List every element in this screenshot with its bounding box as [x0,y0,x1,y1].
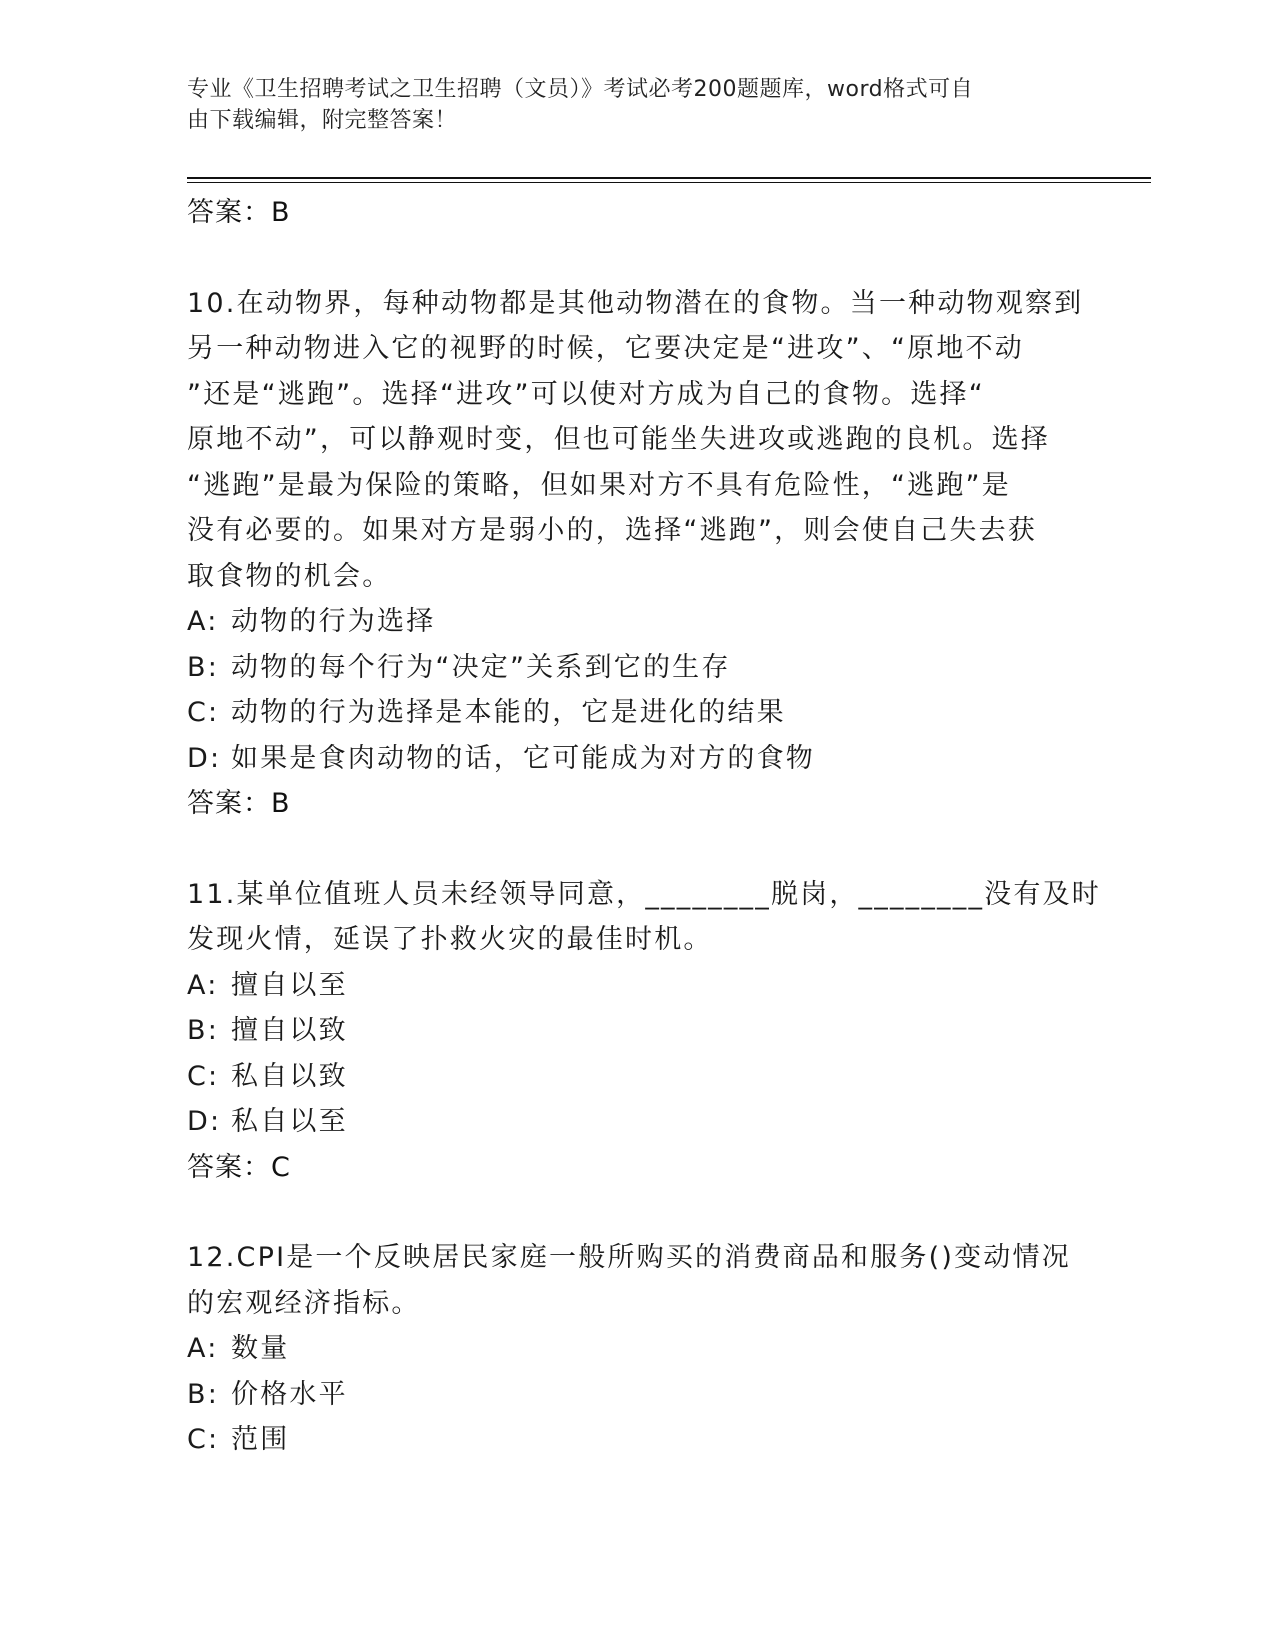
question-stem [187,1235,1071,1326]
stem-line: 11.某单位值班人员未经领导同意，________脱岗，________没有及时 [187,878,1101,910]
option-text: 价格水平 [231,1378,348,1410]
stem-line: 的宏观经济指标。 [187,1287,421,1319]
option-b [187,1372,1067,1418]
option-letter: A: [187,969,219,1001]
option-letter: B: [187,1378,220,1410]
stem-line: 另一种动物进入它的视野的时候，它要决定是“进攻”、“原地不动 [187,333,1024,364]
question-stem [187,281,1084,600]
option-letter: A: [187,1333,219,1364]
option-letter: C: [187,1424,220,1455]
stem-line: 12.CPI是一个反映居民家庭一般所购买的消费商品和服务()变动情况 [187,1242,1071,1273]
option-b [187,645,1067,691]
option-letter: B: [187,1015,220,1046]
option-a [187,963,1067,1009]
question-11 [187,872,1101,1191]
answer-label: 答案：C [187,1151,291,1183]
header-line-1: 专业《卫生招聘考试之卫生招聘（文员）》考试必考200题题库，word格式可自 [187,77,974,102]
option-text: 擅自以至 [231,969,348,1001]
question-12 [187,1235,1071,1463]
stem-line: ”还是“逃跑”。选择“进攻”可以使对方成为自己的食物。选择“ [187,378,985,410]
stem-line: 取食物的机会。 [187,560,392,592]
option-letter: C: [187,1060,220,1092]
option-letter: C: [187,697,220,728]
header-divider-thin [187,182,1151,183]
option-letter: D: [187,742,222,774]
option-text: 私自以致 [231,1060,348,1092]
stem-line: 发现火情，延误了扑救火灾的最佳时机。 [187,924,713,955]
header-divider-thick [187,177,1151,179]
answer-label: 答案：B [187,788,291,819]
option-c [187,1417,1067,1463]
question-10 [187,281,1084,827]
option-text: 动物的每个行为“决定”关系到它的生存 [231,651,731,683]
option-text: 私自以至 [231,1106,348,1137]
stem-line: “逃跑”是最为保险的策略，但如果对方不具有危险性，“逃跑”是 [187,469,1011,501]
option-text: 数量 [231,1333,290,1364]
option-a [187,599,1067,645]
stem-line: 原地不动”，可以静观时变，但也可能坐失进攻或逃跑的良机。选择 [187,424,1050,455]
spacer [187,236,1067,281]
option-text: 如果是食肉动物的话，它可能成为对方的食物 [231,742,815,774]
document-body [187,190,1101,1463]
stem-line: 没有必要的。如果对方是弱小的，选择“逃跑”，则会使自己失去获 [187,515,1037,546]
option-text: 动物的行为选择是本能的，它是进化的结果 [231,697,786,728]
option-d [187,736,1067,782]
option-text: 动物的行为选择 [231,606,436,637]
question-stem [187,872,1101,963]
header-line-2: 由下载编辑，附完整答案！ [187,108,458,133]
option-d [187,1099,1067,1145]
previous-answer: 答案：B [187,197,291,228]
option-letter: B: [187,651,220,683]
spacer [187,1190,1067,1235]
option-letter: D: [187,1106,222,1137]
stem-line: 10.在动物界，每种动物都是其他动物潜在的食物。当一种动物观察到 [187,287,1084,319]
option-text: 范围 [231,1424,290,1455]
document-header [187,74,1067,136]
option-letter: A: [187,606,219,637]
spacer [187,827,1067,872]
option-b [187,1008,1067,1054]
option-text: 擅自以致 [231,1015,348,1046]
option-a [187,1326,1067,1372]
option-c [187,690,1067,736]
option-c [187,1054,1067,1100]
